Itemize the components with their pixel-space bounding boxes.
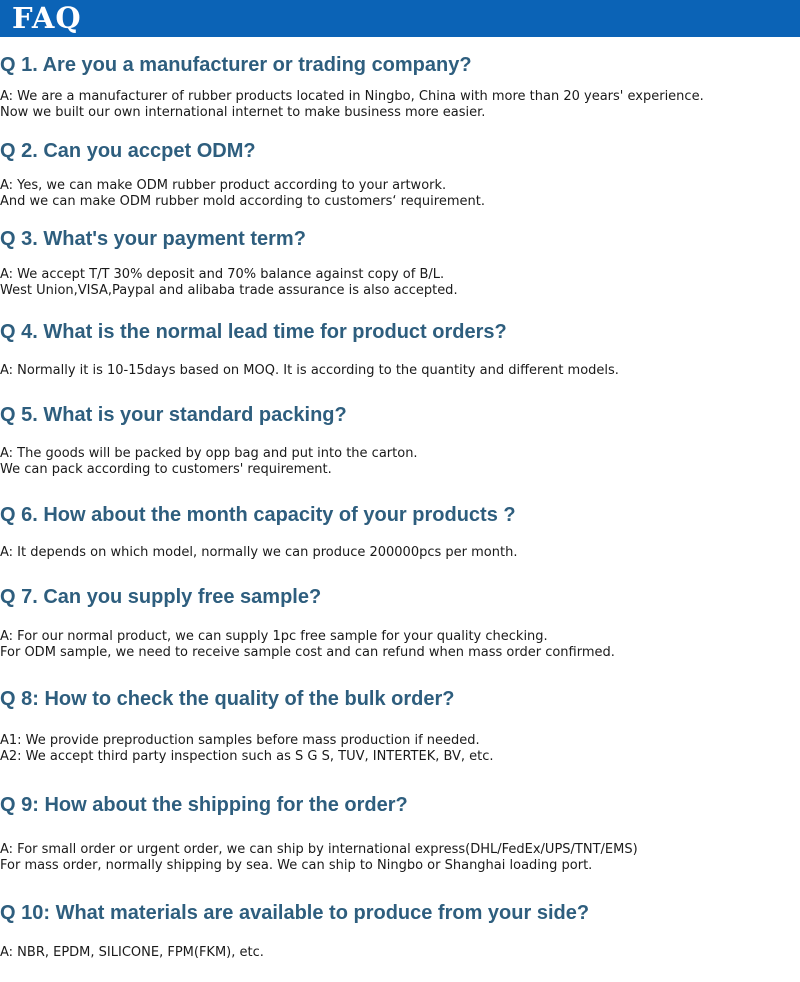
question-10: Q 10: What materials are available to produce from your side?: [0, 902, 590, 924]
answer-line: A: We accept T/T 30% deposit and 70% balance against copy of B/L.: [0, 267, 445, 282]
question-6: Q 6. How about the month capacity of your products ?: [0, 504, 516, 526]
question-3: Q 3. What's your payment term?: [0, 228, 306, 250]
answer-8: [0, 733, 494, 765]
answer-7: [0, 629, 615, 661]
answer-line: A: Normally it is 10-15days based on MOQ. It is according to the quantity and different models.: [0, 363, 619, 378]
answer-line: A: NBR, EPDM, SILICONE, FPM(FKM), etc.: [0, 945, 264, 960]
answer-line: West Union,VISA,Paypal and alibaba trade assurance is also accepted.: [0, 283, 458, 298]
answer-line: A: It depends on which model, normally we can produce 200000pcs per month.: [0, 545, 518, 560]
answer-line: A: The goods will be packed by opp bag and put into the carton.: [0, 446, 418, 461]
answer-line: A: For our normal product, we can supply 1pc free sample for your quality checking.: [0, 629, 548, 644]
answer-line: For mass order, normally shipping by sea. We can ship to Ningbo or Shanghai loading port.: [0, 858, 593, 873]
answer-line: Now we built our own international internet to make business more easier.: [0, 105, 486, 120]
answer-line: A: We are a manufacturer of rubber products located in Ningbo, China with more than 20 years' experience.: [0, 89, 704, 104]
question-4: Q 4. What is the normal lead time for product orders?: [0, 321, 507, 343]
answer-line: For ODM sample, we need to receive sample cost and can refund when mass order confirmed.: [0, 645, 615, 660]
answer-line: And we can make ODM rubber mold according to customers‘ requirement.: [0, 194, 485, 209]
answer-6: [0, 545, 517, 561]
question-1: Q 1. Are you a manufacturer or trading company?: [0, 54, 472, 76]
answer-2: [0, 178, 485, 210]
question-7: Q 7. Can you supply free sample?: [0, 586, 322, 608]
answer-line: A2: We accept third party inspection such as S G S, TUV, INTERTEK, BV, etc.: [0, 749, 494, 764]
answer-5: [0, 446, 418, 478]
answer-9: [0, 842, 638, 874]
answer-10: [0, 945, 264, 961]
answer-4: [0, 363, 619, 379]
answer-line: A: For small order or urgent order, we can ship by international express(DHL/FedEx/UPS/TNT/EMS): [0, 842, 638, 857]
faq-title: FAQ: [12, 1, 82, 35]
question-5: Q 5. What is your standard packing?: [0, 404, 347, 426]
question-2: Q 2. Can you accpet ODM?: [0, 140, 256, 162]
answer-3: [0, 267, 458, 299]
answer-line: A: Yes, we can make ODM rubber product according to your artwork.: [0, 178, 447, 193]
question-8: Q 8: How to check the quality of the bulk order?: [0, 688, 455, 710]
answer-line: We can pack according to customers' requirement.: [0, 462, 332, 477]
question-9: Q 9: How about the shipping for the order?: [0, 794, 408, 816]
answer-1: [0, 89, 704, 121]
faq-header-bar: [0, 0, 800, 37]
answer-line: A1: We provide preproduction samples before mass production if needed.: [0, 733, 480, 748]
